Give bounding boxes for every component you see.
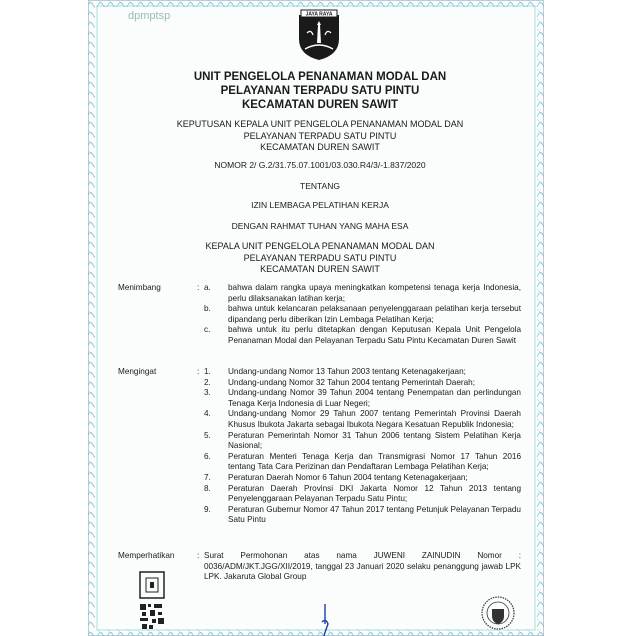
issuer-title: KEPALA UNIT PENGELOLA PENANAMAN MODAL DAN PELAYANAN TERPADU SATU PINTU KECAMATAN DUREN SAWIT: [205, 241, 435, 274]
tentang-heading: TENTANG: [300, 181, 340, 191]
list-item: 6. Peraturan Menteri Tenaga Kerja dan Transmigrasi Nomor 17 Tahun 2016 tentang Tata Cara Perizinan dan Pendaftaran Lembaga Pelatihan Kerja;: [204, 451, 521, 472]
permit-subject: IZIN LEMBAGA PELATIHAN KERJA: [251, 200, 389, 210]
list-item: 2. Undang-undang Nomor 32 Tahun 2004 tentang Pemerintah Daerah;: [204, 377, 476, 387]
svg-text:JAYA RAYA: JAYA RAYA: [305, 11, 333, 18]
qr-code-icon: [138, 570, 166, 630]
decree-number: NOMOR 2/ G.2/31.75.07.1001/03.030.R4/3/-1.837/2020: [214, 160, 426, 170]
list-item: 4. Undang-undang Nomor 29 Tahun 2007 tentang Pemerintah Provinsi Daerah Khusus Ibukota Jakarta sebagai Ibukota Negara Kesatuan Republik Indonesia;: [204, 409, 521, 429]
signature-mark: [318, 604, 332, 636]
list-item: 1. Undang-undang Nomor 13 Tahun 2003 tentang Ketenagakerjaan;: [204, 367, 466, 376]
list-item: 5. Peraturan Pemerintah Nomor 31 Tahun 2006 tentang Sistem Pelatihan Kerja Nasional;: [204, 430, 521, 451]
decree-title: KEPUTUSAN KEPALA UNIT PENGELOLA PENANAMAN MODAL DAN PELAYANAN TERPADU SATU PINTU KECAMATAN DUREN SAWIT: [176, 119, 464, 152]
memperhatikan-text: Surat Permohonan atas nama JUWENI ZAINUDIN Nomor : 0036/ADM/JKT.JGG/XII/2019, tanggal 23 Januari 2020 selaku penanggung jawab LPK LPK. Jakaruta Global Group: [204, 551, 521, 582]
memperhatikan-label: Memperhatikan: [118, 551, 175, 560]
watermark: dpmptsp: [128, 10, 171, 22]
office-title: UNIT PENGELOLA PENANAMAN MODAL DAN PELAYANAN TERPADU SATU PINTU KECAMATAN DUREN SAWIT: [193, 71, 447, 111]
list-item: c. bahwa untuk itu perlu ditetapkan dengan Keputusan Kepala Unit Pengelola Penanaman Modal dan Pelayanan Terpadu Satu Pintu Kecamatan Duren Sawit: [204, 325, 521, 345]
list-item: 7. Peraturan Daerah Nomor 6 Tahun 2004 tentang Ketenagakerjaan;: [204, 472, 468, 482]
list-item: 8. Peraturan Daerah Provinsi DKI Jakarta Nomor 12 Tahun 2013 tentang Penyelenggaraan Pelayanan Terpadu Satu Pintu;: [204, 483, 521, 504]
mengingat-label: Mengingat: [118, 367, 157, 376]
jakarta-crest-icon: [296, 9, 342, 61]
list-item: 3. Undang-undang Nomor 39 Tahun 2004 tentang Penempatan dan perlindungan Tenaga Kerja Indonesia di Luar Negeri;: [204, 388, 521, 408]
invocation: DENGAN RAHMAT TUHAN YANG MAHA ESA: [231, 221, 409, 231]
list-item: b. bahwa untuk kelancaran pelaksanaan penyelenggaraan pelatihan kerja tersebut dipandang perlu diberikan Izin Lembaga Pelatihan Kerja;: [204, 304, 521, 324]
round-seal-icon: [480, 595, 516, 631]
list-item: 9. Peraturan Gubernur Nomor 47 Tahun 2017 tentang Petunjuk Pelayanan Terpadu Satu Pintu: [204, 504, 521, 525]
menimbang-label: Menimbang: [118, 283, 161, 292]
list-item: a. bahwa dalam rangka upaya meningkatkan kompetensi tenaga kerja Indonesia, perlu dilaksanakan latihan kerja;: [204, 283, 521, 303]
